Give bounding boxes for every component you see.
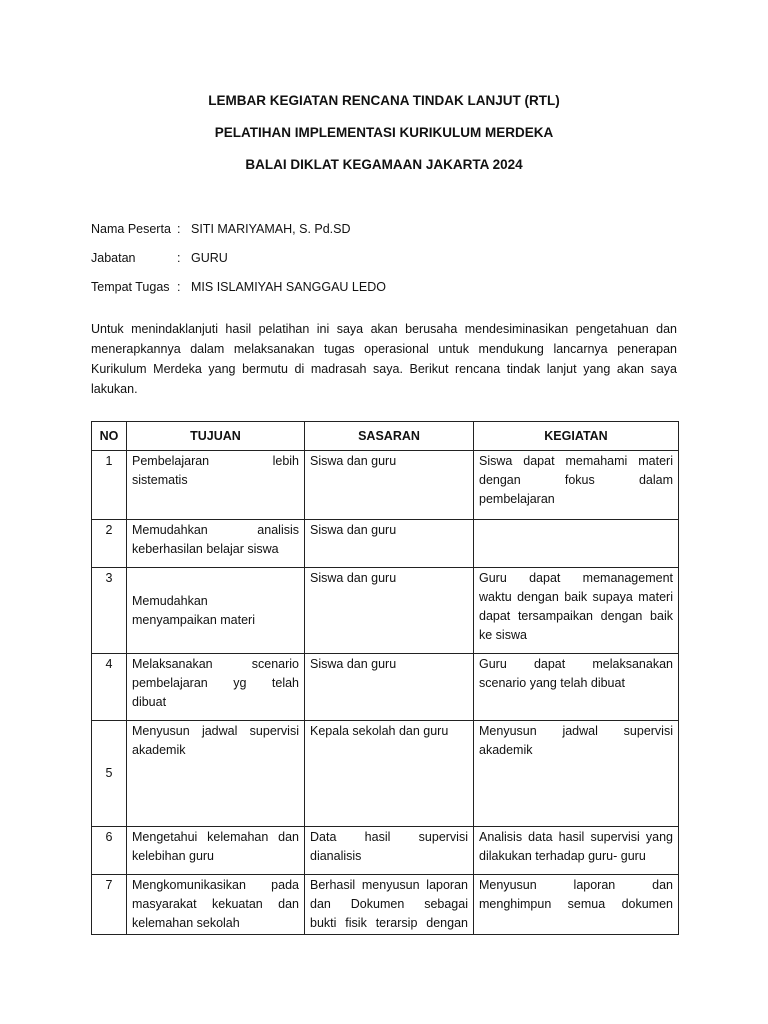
cell-line: Menyusun jadwal supervisi	[132, 724, 299, 738]
cell-line: dianalisis	[310, 849, 362, 863]
header-sasaran: SASARAN	[305, 422, 474, 451]
nama-colon: :	[177, 222, 181, 236]
row-no: 7	[92, 875, 127, 935]
cell-line: keberhasilan belajar siswa	[132, 542, 279, 556]
row-kegiatan	[474, 827, 679, 875]
cell-line: Siswa dan guru	[310, 571, 397, 585]
cell-line: kelebihan guru	[132, 849, 215, 863]
row-tujuan	[127, 721, 305, 827]
rtl-table	[91, 421, 679, 935]
cell-line: kelemahan sekolah	[132, 916, 240, 930]
cell-line: Siswa dan guru	[310, 454, 397, 468]
tempat-label: Tempat Tugas	[91, 280, 170, 294]
row-tujuan	[127, 520, 305, 568]
jabatan-value: GURU	[191, 251, 228, 265]
cell-line: Pembelajaran lebih	[132, 454, 299, 468]
cell-line: menyampaikan materi	[132, 612, 255, 627]
cell-line: ke siswa	[479, 628, 527, 642]
info-row-tempat	[91, 278, 681, 307]
cell-line: Menyusun jadwal supervisi	[479, 724, 673, 738]
row-kegiatan	[474, 654, 679, 721]
cell-line: Siswa dan guru	[310, 523, 397, 537]
row-no: 3	[92, 568, 127, 654]
row-sasaran	[305, 520, 474, 568]
table-row	[92, 568, 679, 654]
row-kegiatan	[474, 520, 679, 568]
row-sasaran	[305, 568, 474, 654]
cell-line: scenario yang telah dibuat	[479, 676, 625, 690]
table-row	[92, 654, 679, 721]
cell-line: akademik	[479, 743, 533, 757]
cell-line: bukti fisik terarsip dengan	[310, 916, 468, 930]
table-header-row	[92, 422, 679, 451]
row-sasaran	[305, 827, 474, 875]
cell-line: Melaksanakan scenario	[132, 657, 299, 671]
row-sasaran	[305, 451, 474, 520]
cell-line: Siswa dan guru	[310, 657, 397, 671]
cell-line: Menyusun laporan dan	[479, 878, 673, 892]
cell-line: dengan fokus dalam	[479, 473, 673, 487]
row-no: 1	[92, 451, 127, 520]
row-no: 5	[92, 721, 127, 827]
cell-line: pembelajaran	[479, 492, 555, 506]
cell-line: menghimpun semua dokumen	[479, 897, 673, 911]
nama-label: Nama Peserta	[91, 222, 171, 236]
cell-line: Siswa dapat memahami materi	[479, 454, 673, 468]
table-row	[92, 875, 679, 935]
row-kegiatan	[474, 451, 679, 520]
cell-line: sistematis	[132, 473, 188, 487]
cell-line: masyarakat kekuatan dan	[132, 897, 299, 911]
row-kegiatan	[474, 568, 679, 654]
table-row	[92, 721, 679, 827]
document-title-block	[0, 92, 768, 188]
row-sasaran	[305, 721, 474, 827]
intro-paragraph: Untuk menindaklanjuti hasil pelatihan ini saya akan berusaha mendesiminasikan pengetahuan dan menerapkannya dalam melaksanakan tugas operasional untuk mendukung lancarnya penerapan Kurikulum Merdeka yang bermutu di madrasah saya. Berikut rencana tindak lanjut yang akan saya lakukan.	[91, 321, 677, 396]
cell-line: dilakukan terhadap guru- guru	[479, 849, 646, 863]
info-row-jabatan	[91, 249, 681, 278]
cell-line: Analisis data hasil supervisi yang	[479, 830, 673, 844]
cell-line: Mengetahui kelemahan dan	[132, 830, 299, 844]
jabatan-colon: :	[177, 251, 181, 265]
row-no: 6	[92, 827, 127, 875]
table-row	[92, 827, 679, 875]
jabatan-label: Jabatan	[91, 251, 136, 265]
document-title: LEMBAR KEGIATAN RENCANA TINDAK LANJUT (RTL)	[208, 93, 560, 108]
tempat-colon: :	[177, 280, 181, 294]
row-tujuan	[127, 875, 305, 935]
document-subtitle-training: PELATIHAN IMPLEMENTASI KURIKULUM MERDEKA	[214, 125, 554, 140]
cell-line: waktu dengan baik supaya materi	[479, 590, 673, 604]
row-tujuan	[127, 827, 305, 875]
row-sasaran	[305, 875, 474, 935]
row-tujuan	[127, 568, 305, 654]
participant-info	[91, 220, 681, 307]
row-kegiatan	[474, 721, 679, 827]
header-kegiatan: KEGIATAN	[474, 422, 679, 451]
nama-value: SITI MARIYAMAH, S. Pd.SD	[191, 222, 351, 236]
row-no: 2	[92, 520, 127, 568]
cell-line: Guru dapat melaksanakan	[479, 657, 673, 671]
cell-line: Guru dapat memanagement	[479, 571, 673, 585]
table-row	[92, 520, 679, 568]
cell-line: akademik	[132, 743, 186, 757]
header-no: NO	[92, 422, 127, 451]
cell-line: dan Dokumen sebagai	[310, 897, 468, 911]
row-tujuan	[127, 451, 305, 520]
tempat-value: MIS ISLAMIYAH SANGGAU LEDO	[191, 280, 386, 294]
cell-line: dibuat	[132, 695, 167, 709]
cell-line: pembelajaran yg telah	[132, 676, 299, 690]
cell-line: Berhasil menyusun laporan	[310, 878, 468, 892]
cell-line: Mengkomunikasikan pada	[132, 878, 299, 892]
document-subtitle-institution: BALAI DIKLAT KEGAMAAN JAKARTA 2024	[245, 157, 523, 172]
row-tujuan	[127, 654, 305, 721]
row-sasaran	[305, 654, 474, 721]
table-row	[92, 451, 679, 520]
cell-line: dapat tersampaikan dengan baik	[479, 609, 673, 623]
row-no: 4	[92, 654, 127, 721]
cell-line: Memudahkan analisis	[132, 523, 299, 537]
header-tujuan: TUJUAN	[127, 422, 305, 451]
cell-line: Kepala sekolah dan guru	[310, 724, 449, 738]
row-kegiatan	[474, 875, 679, 935]
info-row-nama	[91, 220, 681, 249]
cell-line: Data hasil supervisi	[310, 830, 468, 844]
cell-line: Memudahkan	[132, 593, 208, 608]
